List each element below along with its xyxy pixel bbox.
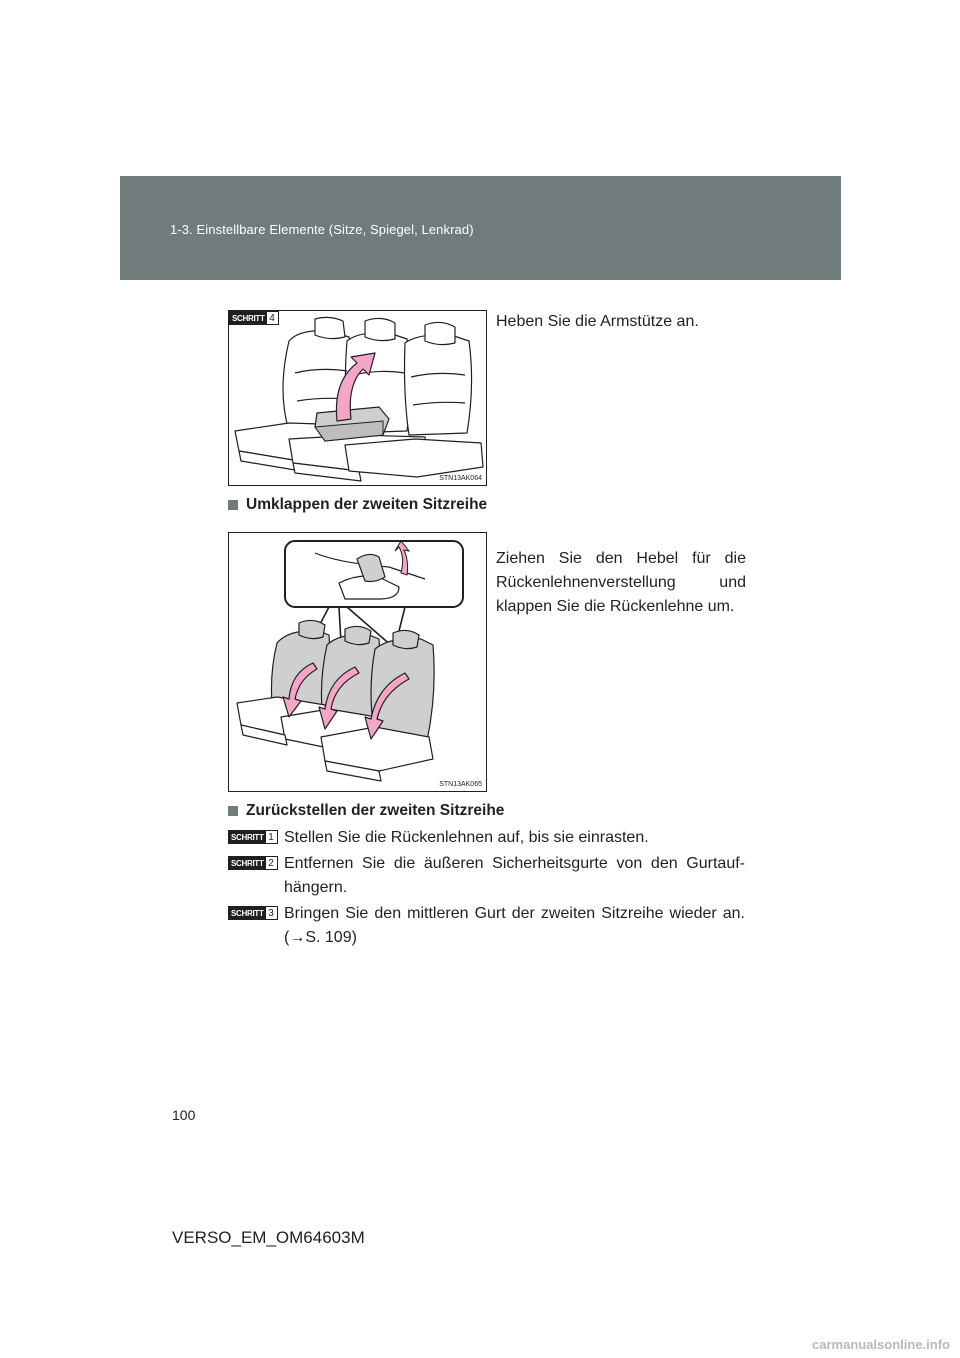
step-badge: SCHRITT 1 — [228, 830, 278, 844]
return-step-3 — [228, 902, 746, 950]
document-code: VERSO_EM_OM64603M — [172, 1228, 365, 1247]
step-badge: SCHRITT 2 — [228, 856, 278, 870]
fold-instruction: Ziehen Sie den Hebel für die Rückenlehnenverstellung und klappen Sie die Rückenlehne um. — [496, 550, 746, 615]
step-text: Stellen Sie die Rückenlehnen auf, bis sie einrasten. — [284, 829, 649, 846]
return-step-1 — [228, 826, 746, 850]
fold-section-heading: Umklappen der zweiten Sitzreihe — [228, 496, 487, 514]
section-bullet — [228, 806, 238, 816]
section-bullet — [228, 500, 238, 510]
watermark: carmanualsonline.info — [812, 1337, 950, 1352]
chapter-header-band — [120, 176, 841, 280]
figure-code: STN13AK064 — [439, 475, 482, 482]
return-section-heading: Zurückstellen der zweiten Sitzreihe — [228, 802, 504, 820]
return-step-2 — [228, 852, 746, 900]
fold-seat-illustration — [228, 532, 487, 792]
chapter-title: 1-3. Einstellbare Elemente (Sitze, Spiegel, Lenkrad) — [170, 222, 474, 237]
fold-seatback-drawing — [229, 533, 486, 791]
step-text: Entfernen Sie die äußeren Sicherheitsgurte von den Gurtauf-hängern. — [284, 855, 745, 896]
rear-seat-armrest-drawing — [229, 311, 486, 485]
step-badge: SCHRITT 4 — [229, 311, 279, 325]
armrest-illustration — [228, 310, 487, 486]
page-number: 100 — [172, 1107, 196, 1123]
figure-code: STN13AK065 — [439, 781, 482, 788]
armrest-instruction: Heben Sie die Armstütze an. — [496, 313, 699, 330]
step-badge: SCHRITT 3 — [228, 906, 278, 920]
step-text: Bringen Sie den mittleren Gurt der zweiten Sitzreihe wieder an. (→S. 109) — [284, 905, 745, 946]
